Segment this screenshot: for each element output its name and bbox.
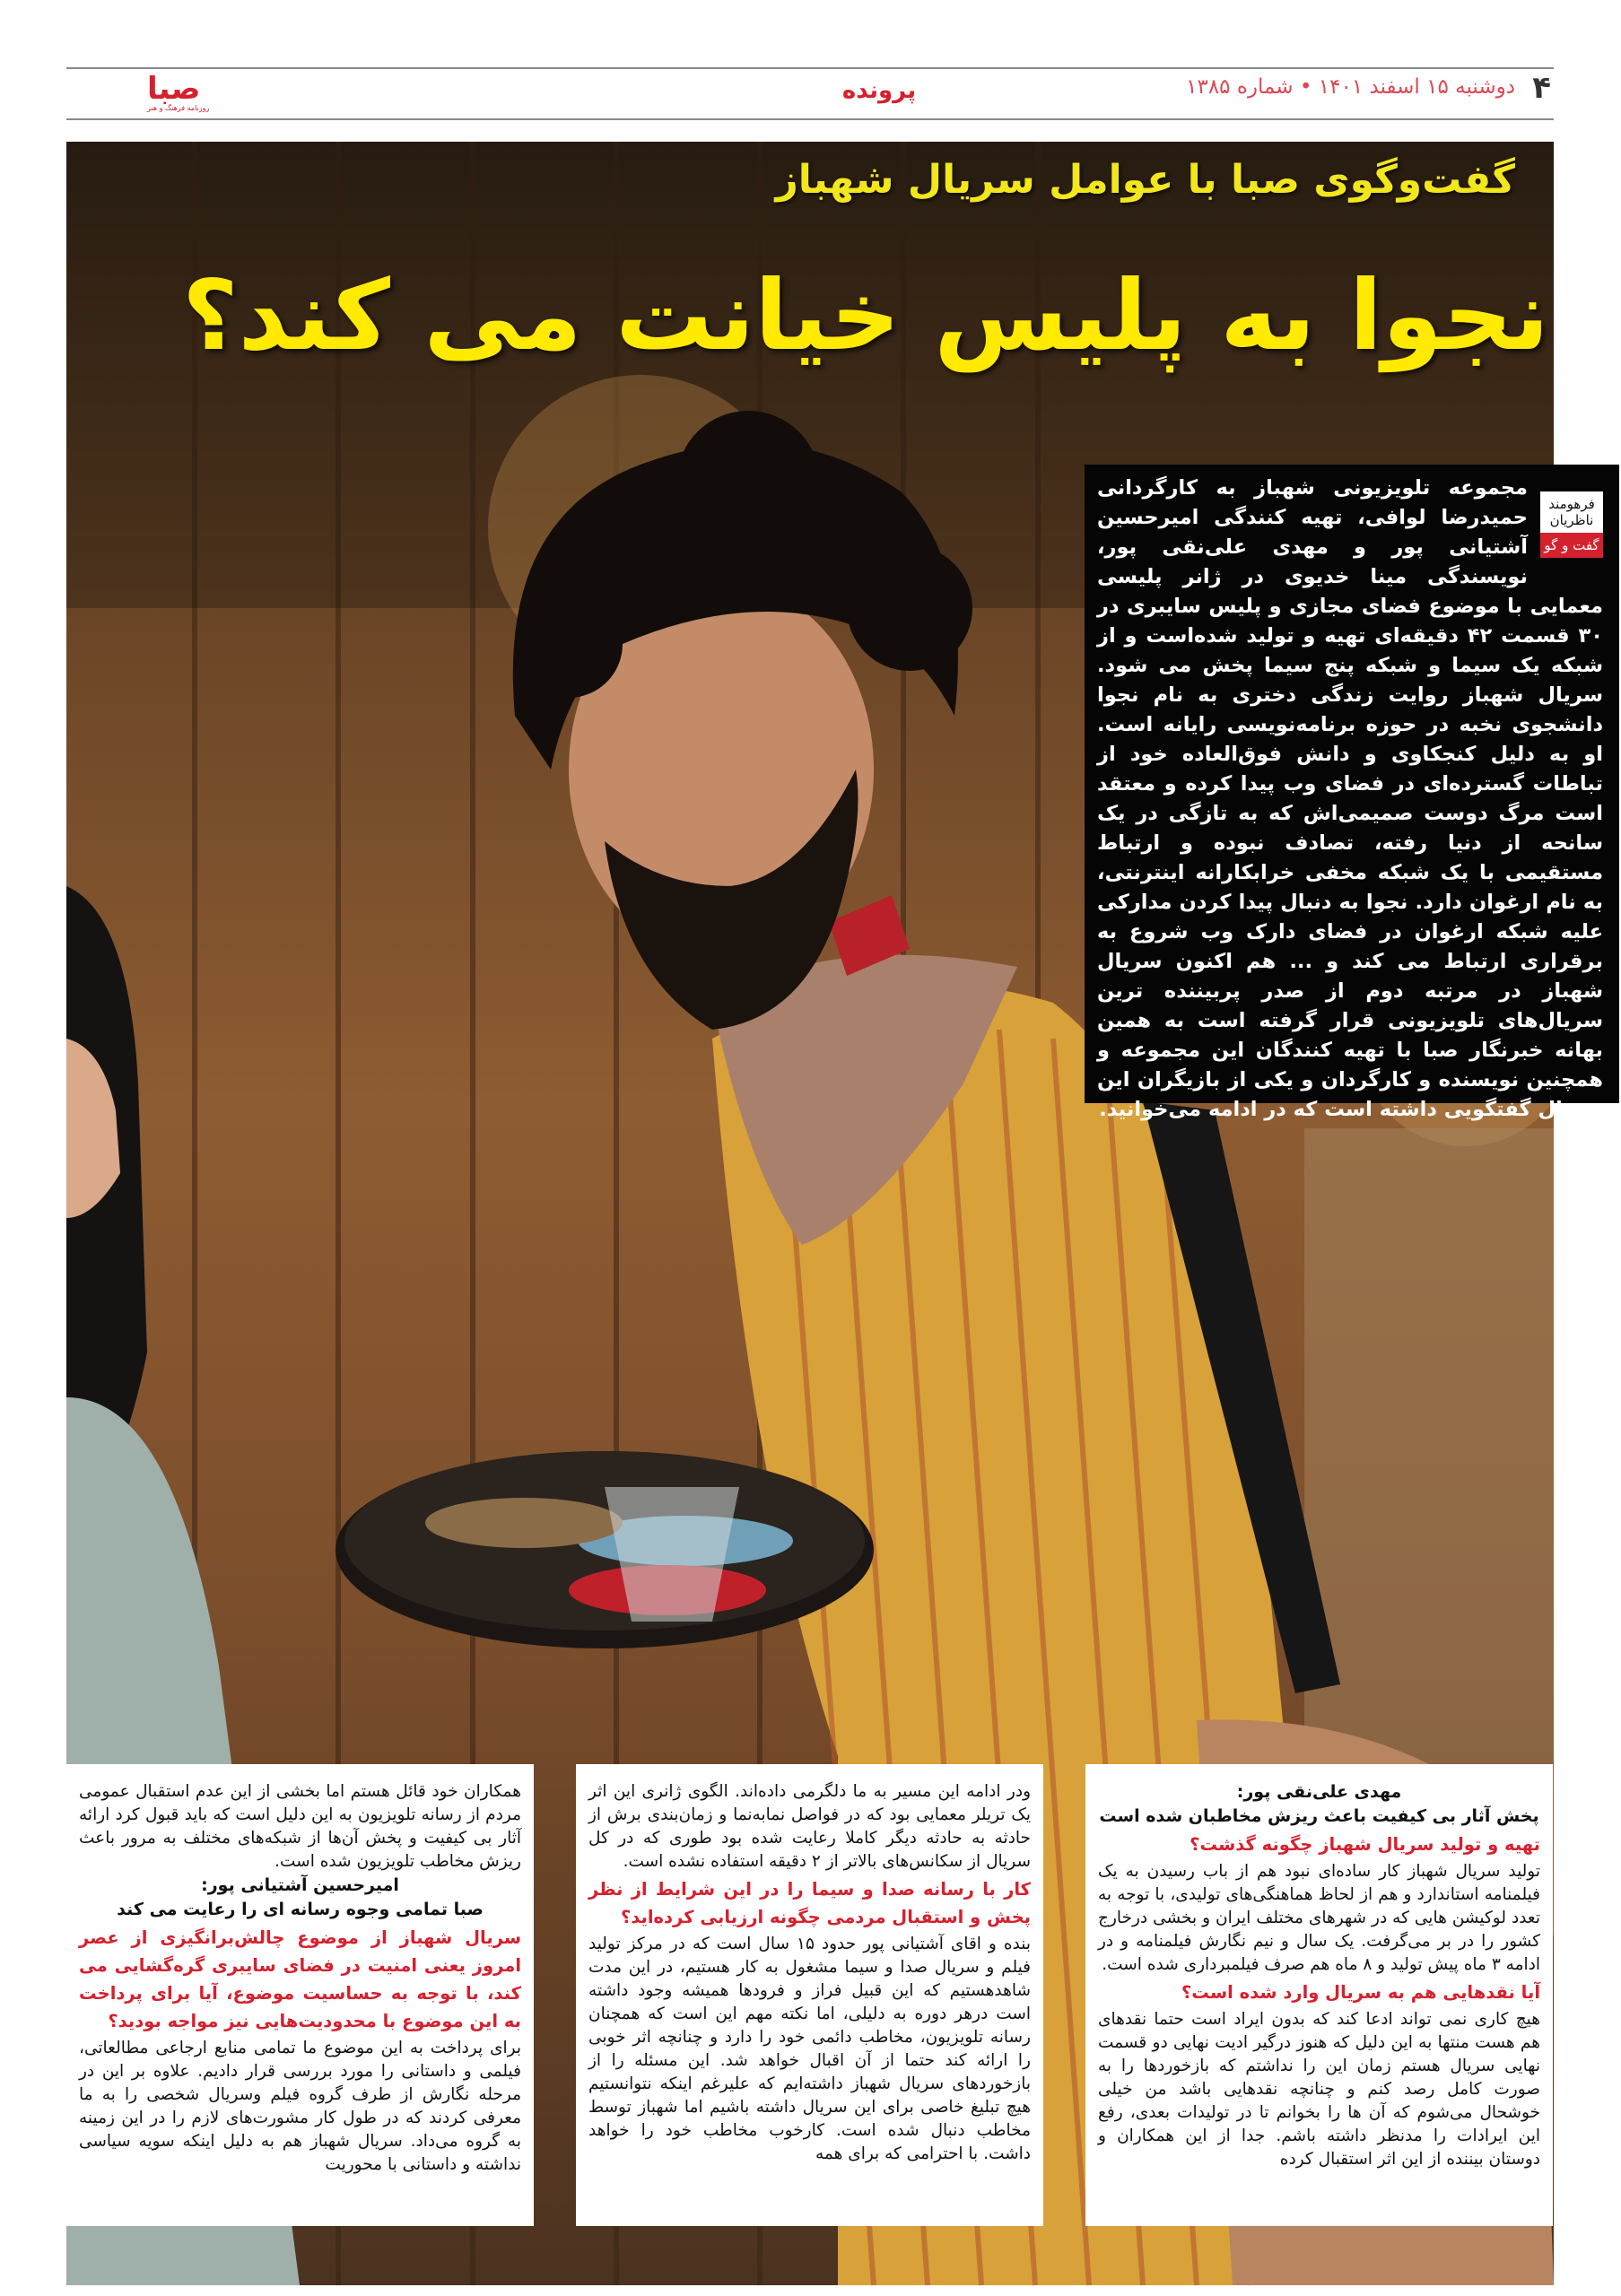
saba-logo [66,70,210,113]
answer-paragraph: برای پرداخت به این موضوع ما تمامی منابع ارجاعی مطالعاتی، فیلمی و داستانی را مورد بررسی قرار دادیم. علاوه بر این در مرحله نگارش از طرف گروه فیلم وسریال شخصی را به ما معرفی کردند که در طول کار مشورت‌های لازم را در این زمینه به گروه می‌داد. سریال شهباز هم به دلیل اینکه سویه سیاسی نداشته و داستانی با محوریت [79,2039,521,2174]
article-headline: نجوا به پلیس خیانت می کند؟ [182,260,1549,372]
page-number: ۴ [1532,70,1551,106]
header-top-rule [66,67,1554,69]
logo-subtitle: روزنامه فرهنگ و هنر [147,104,210,112]
intro-paragraph: مجموعه تلویزیونی شهباز به کارگردانی حمیدرضا لوافی، تهیه کنندگی امیرحسین آشتیانی پور و مهدی علی‌نقی پور، نویسندگی مینا خدیوی در ژانر پلیسی معمایی با موضوع فضای مجازی و پلیس سایبری در ۳۰ قسمت ۴۲ دقیقه‌ای تهیه و تولید شده‌است و از شبکه یک سیما و شبکه پنج سیما پخش می شود. سریال شهباز روایت زندگی دختری به نام نجوا دانشجوی نخبه در حوزه برنامه‌نویسی رایانه است. او به دلیل کنجکاوی و دانش فوق‌العاده خود از تباطات گسترده‌ای در فضای وب پیدا کرده و معتقد است مرگ دوست صمیمی‌اش که به تازگی در یک سانحه از دنیا رفته، تصادف نبوده و ارتباط مستقیمی با یک شبکه مخفی خرابکارانه اینترنتی، به نام ارغوان دارد. نجوا به دنبال پیدا کردن مدارکی علیه شبکه ارغوان در فضای دارک وب شروع به برقراری ارتباط می کند و ... هم اکنون سریال شهباز در مرتبه دوم از صدر پربیننده ترین سریال‌های تلویزیونی قرار گرفته است به همین بهانه خبرنگار صبا با تهیه کنندگان این مجموعه و همچنین نویسنده و کارگردان و یکی از بازیگران این سریال گفتگویی داشته است که در ادامه می‌خوانید. [1097,476,1603,1121]
answer-paragraph: هیچ کاری نمی تواند ادعا کند که بدون ایراد است حتما نقدهای هم هست منتها به این دلیل که هنوز درگیر ادیت نهایی دو قسمت نهایی سریال هستم زمان این را نداشتم که بازخوردها را به صورت کامل رصد کنم و چنانچه نقدهایی باشد من خیلی خوشحال می‌شوم که آن ها را بخوانم تا در تولیدات بعدی، رفع این ایرادات را مدنظر داشته باشم. جدا از این همکاران و دوستان بیننده از این اثر استقبال کرده [1098,2010,1540,2169]
speaker-name: مهدی علی‌نقی پور: [1236,1782,1402,1802]
article-column-2 [576,1764,1043,2226]
question: سریال شهباز از موضوع چالش‌برانگیزی از عصر امروز یعنی امنیت در فضای سایبری گره‌گشایی می کند، با توجه به حساسیت موضوع، آیا برای پرداخت به این موضوع با محدودیت‌هایی نیز مواجه بودید؟ [79,1927,521,2031]
article-column-1 [1085,1764,1553,2226]
question: کار با رسانه صدا و سیما را در این شرایط از نظر پخش و استقبال مردمی چگونه ارزیابی کرده‌اید؟ [588,1879,1031,1927]
article-column-3 [66,1764,534,2226]
section-title: پرونده [841,77,917,104]
question: آیا نقدهایی هم به سریال وارد شده است؟ [1181,1982,1540,2003]
answer-paragraph: تولید سریال شهباز کار ساده‌ای نبود هم از باب رسیدن به یک فیلمنامه استاندارد و هم از لحاظ هماهنگی‌های تولیدی، با توجه به تعدد لوکیشن هایی که در شهرهای مختلف ایران و بخشی درخارج کشور را در بر می‌گرفت. یک سال و نیم نگارش فیلمنامه و در ادامه ۳ ماه پیش تولید و ۸ ماه هم صرف فیلمبرداری شده است. [1098,1862,1540,1974]
issue-date-line: دوشنبه ۱۵ اسفند ۱۴۰۱ • شماره ۱۳۸۵ [1186,75,1515,99]
header-bottom-rule [66,118,1554,120]
author-role: گفت و گو [1540,533,1603,558]
answer-paragraph: همکاران خود قائل هستم اما بخشی از این عدم استقبال عمومی مردم از رسانه تلویزیون به این دلیل است که باید قبول کرد ارائه آثار بی کیفیت و پخش آن‌ها از شبکه‌های مختلف به مرور باعث ریزش مخاطب تلویزیون شده است. [79,1782,521,1871]
intro-box [1085,465,1619,1121]
speaker-title: پخش آثار بی کیفیت باعث ریزش مخاطبان شده است [1099,1806,1539,1826]
answer-paragraph: ودر ادامه این مسیر به ما دلگرمی داده‌اند. الگوی ژانری این اثر یک تریلر معمایی بود که در فواصل نمابه‌نما و زمان‌بندی برش از حادثه به حادثه دیگر کاملا رعایت شده بود طوری که در کل سریال از سکانس‌های بالاتر از ۲ دقیقه استفاده نشده است. [588,1782,1031,1871]
logo-wordmark: صبا [147,71,201,107]
question: تهیه و تولید سریال شهباز چگونه گذشت؟ [1190,1834,1540,1855]
speaker-title: صبا تمامی وجوه رسانه ای را رعایت می کند [117,1900,484,1919]
article-kicker: گفت‌وگوی صبا با عوامل سریال شهباز [775,157,1515,203]
author-name: فرهومند ناظریان [1540,491,1603,533]
author-box [1540,491,1603,558]
speaker-name: امیرحسین آشتیانی پور: [201,1875,399,1895]
answer-paragraph: بنده و اقای آشتیانی پور حدود ۱۵ سال است که در مرکز تولید فیلم و سریال صدا و سیما مشغول به کار هستیم، در این مدت شاهدهستیم که این قبیل فراز و فرودها همیشه وجود داشته است درهر دوره به دلیلی، اما نکته مهم این است که همچنان رسانه تلویزیون، مخاطب دائمی خود را دارد و چنانچه اثر خوبی را ارائه کند حتما از آن اقبال خواهد شد. این مسئله را از بازخوردهای سریال شهباز داشته‌ایم که علیرغم اینکه نتوانستیم هیچ تبلیغ خاصی برای این سریال داشته باشیم اما شهباز توسط مخاطب دنبال شده است. کارخوب مخاطب خود را خواهد داشت. با احترامی که برای همه [588,1935,1031,2163]
